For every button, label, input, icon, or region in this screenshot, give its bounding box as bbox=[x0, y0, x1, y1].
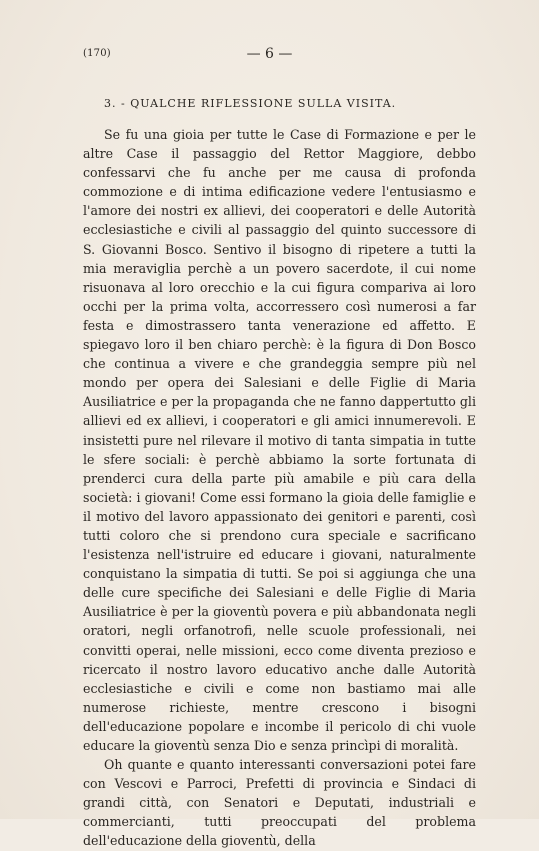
page-reference: (170) bbox=[83, 48, 111, 59]
page-header bbox=[0, 46, 539, 66]
body-text bbox=[83, 125, 476, 851]
page-number: — 6 — bbox=[246, 46, 293, 62]
section-title: 3. - QUALCHE RIFLESSIONE SULLA VISITA. bbox=[104, 97, 397, 110]
paragraph: Se fu una gioia per tutte le Case di Formazione e per le altre Case il passaggio del Rettor Maggiore, debbo confessarvi che fu anche per me causa di profonda commozione e di intima edificazione vedere l'entusiasmo e l'amore dei nostri ex allievi, dei cooperatori e delle Autorità ecclesiastiche e civili al passaggio del quinto successore di S. Giovanni Bosco. Sentivo il bisogno di ripetere a tutti la mia meraviglia perchè a un povero sacerdote, il cui nome risuonava al loro orecchio e la cui figura compariva ai loro occhi per la prima volta, accorressero così numerosi a far festa e dimostrassero tanta venerazione ed affetto. E spiegavo loro il ben chiaro perchè: è la figura di Don Bosco che continua a vivere e che grandeggia sempre più nel mondo per opera dei Salesiani e delle Figlie di Maria Ausiliatrice e per la propaganda che ne fanno dappertutto gli allievi ed ex allievi, i cooperatori e gli amici innumerevoli. E insistetti pure nel rilevare il motivo di tanta simpatia in tutte le sfere sociali: è perchè abbiamo la sorte fortunata di prenderci cura della parte più amabile e più cara della società: i giovani! Come essi formano la gioia delle famiglie e il motivo del lavoro appassionato dei genitori e parenti, così tutti coloro che si prendono cura speciale e sacrificano l'esistenza nell'istruire ed educare i giovani, naturalmente conquistano la simpatia di tutti. Se poi si aggiunga che una delle cure specifiche dei Salesiani e delle Figlie di Maria Ausiliatrice è per la gioventù povera e più abbandonata negli oratori, negli orfanotrofi, nelle scuole professionali, nei convitti operai, nelle missioni, ecco come diventa prezioso e ricercato il nostro lavoro educativo anche dalle Autorità ecclesiastiche e civili e come non bastiamo mai alle numerose richieste, mentre crescono i bisogni dell'educazione popolare e incombe il pericolo di chi vuole educare la gioventù senza Dio e senza princìpi di moralità. bbox=[83, 127, 476, 753]
paragraph: Oh quante e quanto interessanti conversazioni potei fare con Vescovi e Parroci, Prefetti di provincia e Sindaci di grandi città, con Senatori e Deputati, industriali e commercianti, tutti preoccupati del problema dell'educazione della gioventù, della bbox=[83, 757, 476, 849]
